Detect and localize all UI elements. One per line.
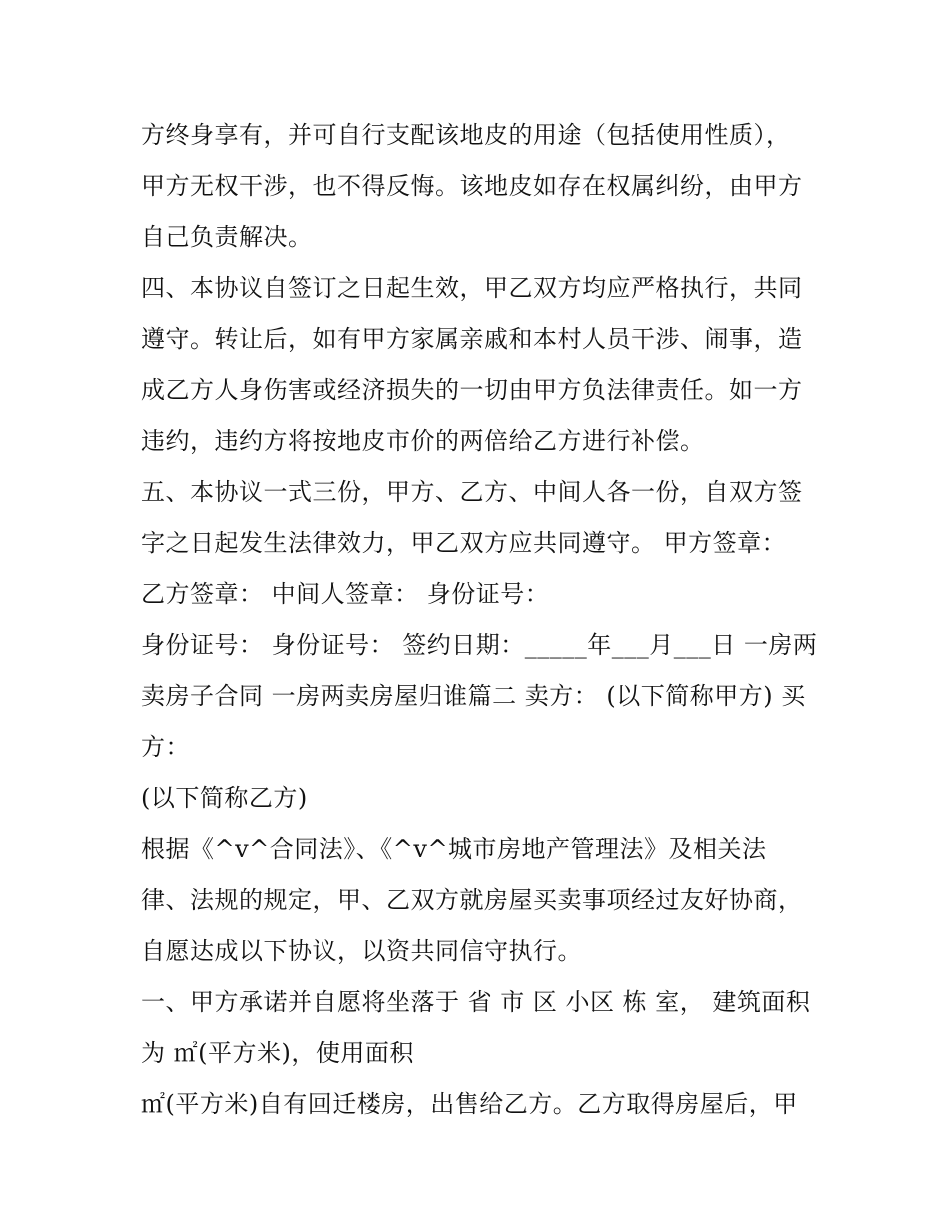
text-line: 一、甲方承诺并自愿将坐落于 省 市 区 小区 栋 室， 建筑面积 xyxy=(141,988,811,1016)
text-line: 字之日起发生法律效力，甲乙双方应共同遵守。 甲方签章： xyxy=(141,529,787,557)
text-line: 身份证号： 身份证号： 签约日期：_____年___月___日 一房两 xyxy=(141,631,818,659)
text-line: 遵守。转让后，如有甲方家属亲戚和本村人员干涉、闹事，造 xyxy=(141,325,803,353)
text-line: 自己负责解决。 xyxy=(141,223,313,251)
text-line: 方终身享有，并可自行支配该地皮的用途（包括使用性质）， xyxy=(141,121,791,149)
text-line: 乙方签章： 中间人签章： 身份证号： xyxy=(141,580,550,608)
text-line: 方： xyxy=(141,733,190,761)
text-line: 四、本协议自签订之日起生效，甲乙双方均应严格执行，共同 xyxy=(141,274,803,302)
text-line: (以下简称乙方) xyxy=(141,784,308,812)
text-line: 成乙方人身伤害或经济损失的一切由甲方负法律责任。如一方 xyxy=(141,376,803,404)
text-line: 自愿达成以下协议，以资共同信守执行。 xyxy=(141,937,582,965)
text-line: ㎡(平方米)自有回迁楼房，出售给乙方。乙方取得房屋后，甲 xyxy=(141,1090,798,1118)
text-line: 违约，违约方将按地皮市价的两倍给乙方进行补偿。 xyxy=(141,427,705,455)
document-body xyxy=(141,110,821,1130)
text-line: 根据《^v^合同法》、《^v^城市房地产管理法》及相关法 xyxy=(141,835,767,863)
text-line: 为 ㎡(平方米)，使用面积 xyxy=(141,1039,414,1067)
text-line: 甲方无权干涉，也不得反悔。该地皮如存在权属纠纷，由甲方 xyxy=(141,172,803,200)
text-line: 卖房子合同 一房两卖房屋归谁篇二 卖方： (以下简称甲方) 买 xyxy=(141,682,806,710)
text-line: 律、法规的规定，甲、乙双方就房屋买卖事项经过友好协商， xyxy=(141,886,803,914)
text-line: 五、本协议一式三份，甲方、乙方、中间人各一份，自双方签 xyxy=(141,478,803,506)
